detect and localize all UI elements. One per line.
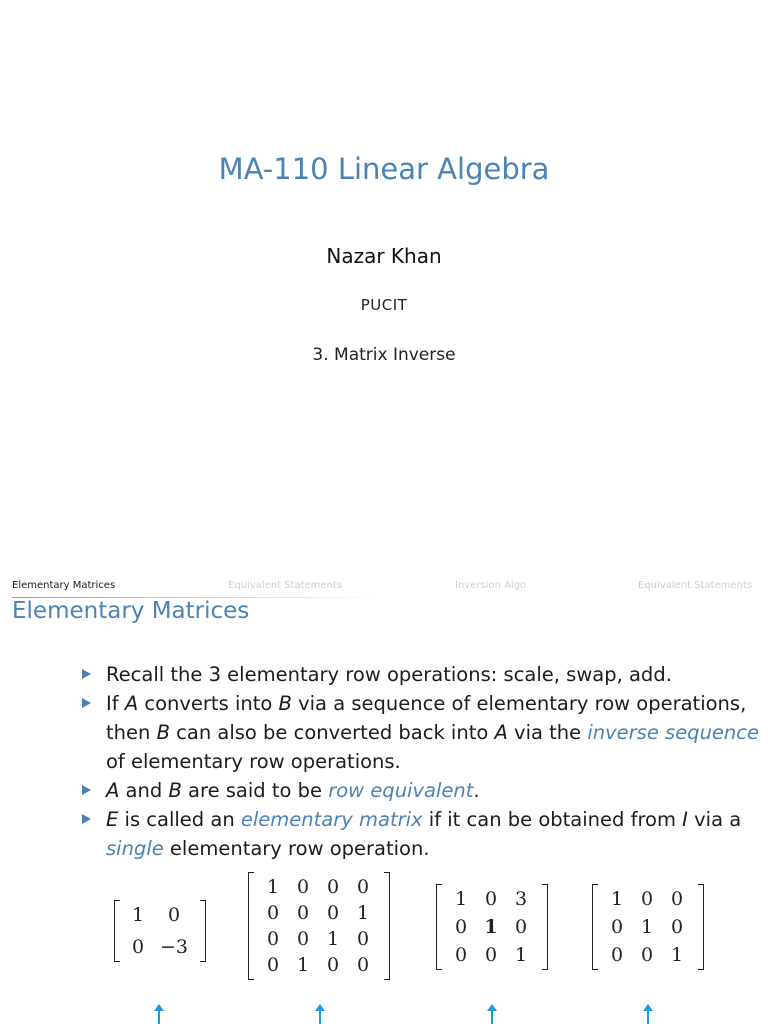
bullet-text: of elementary row operations. (106, 750, 401, 773)
bullet-list (80, 660, 760, 863)
matrix-cell: 1 (670, 944, 684, 966)
bullet-text: via the (507, 721, 588, 744)
matrix-cell: 0 (296, 902, 310, 924)
bullet-text: elementary row operation. (163, 837, 430, 860)
matrix-cell: 0 (266, 928, 280, 950)
matrix-bracket-right (384, 872, 390, 980)
arrow-up-icon (319, 1010, 321, 1024)
matrix-cell: 0 (131, 936, 145, 958)
bullet-text: is called an (118, 808, 241, 831)
term-row-equivalent: row equivalent (328, 779, 474, 802)
matrix-bracket-left (592, 884, 598, 970)
bullet-text: and (119, 779, 169, 802)
bullet-triangle-icon (82, 785, 91, 795)
example-matrices (106, 864, 706, 1024)
bullet-triangle-icon (82, 814, 91, 824)
bullet-text: if it can be obtained from (422, 808, 683, 831)
matrix-cell: 0 (484, 888, 498, 910)
nav-link-elementary-matrices[interactable]: Elementary Matrices (12, 580, 116, 591)
author-name: Nazar Khan (326, 244, 442, 268)
variable-b: B (156, 721, 170, 744)
bullet-text: converts into (138, 692, 279, 715)
matrix-cell: 3 (514, 888, 528, 910)
bullet-text: Recall the 3 elementary row operations: scale, swap, add. (106, 663, 672, 686)
matrix-cell: 1 (610, 888, 624, 910)
bullet-text: are said to be (181, 779, 329, 802)
matrix-cell: 0 (266, 954, 280, 976)
matrix-add (436, 884, 548, 970)
matrix-cell: 0 (610, 916, 624, 938)
matrix-cell: 0 (610, 944, 624, 966)
bullet-text: If (106, 692, 125, 715)
arrow-up-icon (647, 1010, 649, 1024)
term-single: single (106, 837, 164, 860)
content-slide (0, 576, 768, 1024)
frame-title: Elementary Matrices (12, 598, 250, 624)
matrix-cell: 1 (454, 888, 468, 910)
variable-b: B (278, 692, 292, 715)
lecture-subtitle: 3. Matrix Inverse (312, 345, 456, 365)
bullet-triangle-icon (82, 698, 91, 708)
matrix-cell: 1 (326, 928, 340, 950)
variable-e: E (106, 808, 119, 831)
matrix-bracket-left (436, 884, 442, 970)
matrix-cell: 1 (484, 916, 498, 938)
matrix-scale (114, 900, 206, 962)
matrix-cell: 0 (484, 944, 498, 966)
matrix-cell: 1 (131, 904, 145, 926)
term-elementary-matrix: elementary matrix (240, 808, 423, 831)
matrix-cell: 0 (356, 954, 370, 976)
matrix-cell: 1 (266, 876, 280, 898)
variable-a: A (124, 692, 139, 715)
bullet-item (80, 689, 760, 776)
variable-b: B (168, 779, 182, 802)
matrix-cell: 0 (670, 916, 684, 938)
matrix-bracket-right (698, 884, 704, 970)
matrix-cell: 0 (514, 916, 528, 938)
matrix-cell: 1 (356, 902, 370, 924)
bullet-text: via a sequence of elementary row operations, then (106, 692, 747, 744)
matrix-swap (248, 872, 390, 980)
bullet-text: can also be converted back into (169, 721, 495, 744)
matrix-identity (592, 884, 704, 970)
matrix-cell: 0 (296, 876, 310, 898)
nav-link-inversion-algo[interactable]: Inversion Algo (455, 580, 527, 591)
nav-link-equivalent-statements-2[interactable]: Equivalent Statements (638, 580, 753, 591)
bullet-triangle-icon (82, 669, 91, 679)
matrix-cell: 0 (670, 888, 684, 910)
bullet-item (80, 660, 760, 689)
presentation-title: MA-110 Linear Algebra (218, 152, 550, 186)
variable-a: A (106, 779, 120, 802)
variable-i: I (682, 808, 688, 831)
section-navigation (0, 580, 768, 594)
institution: PUCIT (360, 296, 408, 314)
matrix-cell: 0 (326, 876, 340, 898)
matrix-cell: 1 (640, 916, 654, 938)
matrix-bracket-left (248, 872, 254, 980)
matrix-bracket-left (114, 900, 120, 962)
arrow-up-icon (491, 1010, 493, 1024)
bullet-text: . (473, 779, 480, 802)
matrix-cell: 0 (356, 876, 370, 898)
matrix-cell: 1 (296, 954, 310, 976)
matrix-cell: 0 (326, 902, 340, 924)
variable-a: A (494, 721, 508, 744)
matrix-cell: −3 (159, 936, 188, 958)
bullet-item (80, 776, 760, 805)
matrix-cell: 0 (454, 944, 468, 966)
matrix-cell: 0 (356, 928, 370, 950)
matrix-cell: 0 (167, 904, 181, 926)
matrix-cell: 1 (514, 944, 528, 966)
matrix-bracket-right (542, 884, 548, 970)
matrix-cell: 0 (296, 928, 310, 950)
matrix-cell: 0 (640, 944, 654, 966)
matrix-cell: 0 (454, 916, 468, 938)
matrix-cell: 0 (266, 902, 280, 924)
arrow-up-icon (158, 1010, 160, 1024)
matrix-cell: 0 (640, 888, 654, 910)
matrix-bracket-right (200, 900, 206, 962)
bullet-text: via a (687, 808, 742, 831)
term-inverse-sequence: inverse sequence (587, 721, 759, 744)
nav-link-equivalent-statements[interactable]: Equivalent Statements (228, 580, 343, 591)
matrix-cell: 0 (326, 954, 340, 976)
bullet-item (80, 805, 760, 863)
